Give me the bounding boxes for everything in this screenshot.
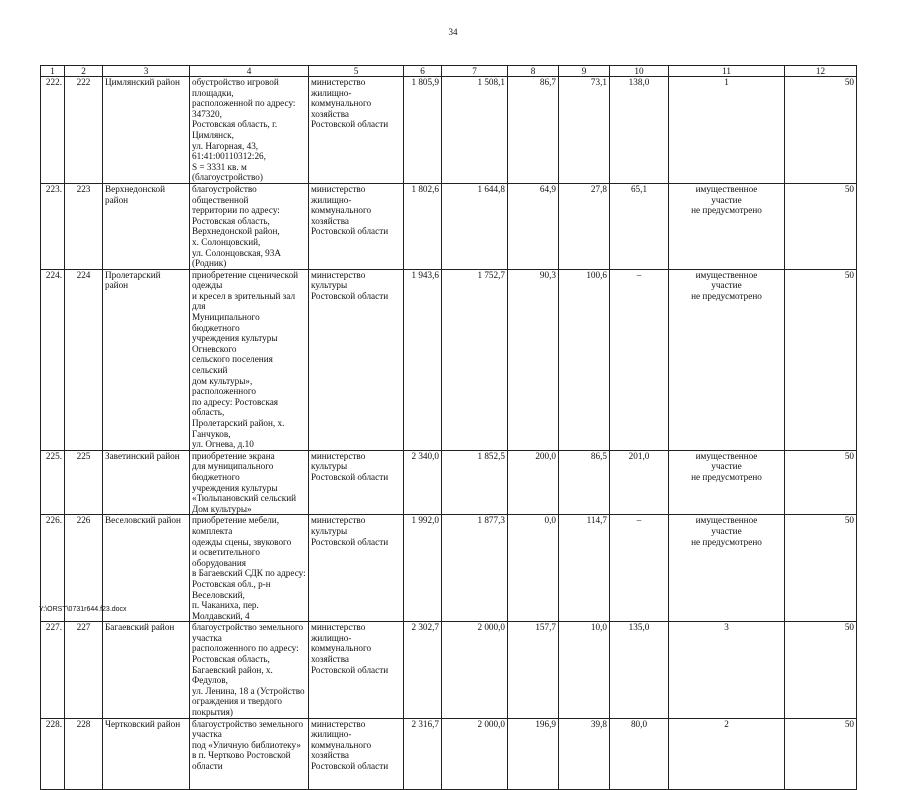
district-name: Багаевский район <box>103 622 190 718</box>
object-code: 224 <box>65 269 103 450</box>
district-name: Верхнедонской район <box>103 183 190 269</box>
regional-amount: 2 000,0 <box>442 718 508 789</box>
local-amount: 86,7 <box>508 77 559 184</box>
object-description: приобретение мебели, комплекта одежды сцены, звукового и осветительного оборудования в Багаевский СДК по адресу: Ростовская обл., р-н Веселовский, п. Чаканиха, пер. Молдавский, 4 <box>190 515 309 622</box>
extra-value: 27,8 <box>559 183 610 269</box>
object-code: 226 <box>65 515 103 622</box>
regional-amount: 1 852,5 <box>442 450 508 515</box>
column-number-4: 4 <box>190 66 309 77</box>
table-row <box>41 183 857 269</box>
row-number: 225. <box>41 450 65 515</box>
extra-amount: 135,0 <box>610 622 669 718</box>
participation-note: 3 <box>669 622 785 718</box>
extra-amount: 138,0 <box>610 77 669 184</box>
responsible-ministry: министерство жилищно- коммунального хозяйства Ростовской области <box>309 183 404 269</box>
responsible-ministry: министерство жилищно- коммунального хозяйства Ростовской области <box>309 718 404 789</box>
table-row <box>41 269 857 450</box>
object-description: приобретение сценической одежды и кресел в зрительный зал для Муниципального бюджетного учреждения культуры Огневского сельского поселения сельский дом культуры», расположенного по адресу: Ростовская область, Пролетарский район, х. Ганчуков, ул. Огнева, д.10 <box>190 269 309 450</box>
extra-value: 114,7 <box>559 515 610 622</box>
column-number-11: 11 <box>669 66 785 77</box>
table-row <box>41 718 857 789</box>
table-row <box>41 622 857 718</box>
file-path-footer: Y:\ORST\0731r644.f23.docx <box>39 606 127 613</box>
percentage: 50 <box>785 622 857 718</box>
object-description: благоустройство земельного участка расположенного по адресу: Ростовская область, Багаевский район, х. Федулов, ул. Ленина, 18 а (Устройство ограждения и твердого покрытия) <box>190 622 309 718</box>
extra-value: 10,0 <box>559 622 610 718</box>
table-row <box>41 77 857 184</box>
row-number: 222. <box>41 77 65 184</box>
extra-amount: – <box>610 515 669 622</box>
regional-amount: 1 508,1 <box>442 77 508 184</box>
row-number: 226. <box>41 515 65 622</box>
column-number-8: 8 <box>508 66 559 77</box>
table-row <box>41 450 857 515</box>
percentage: 50 <box>785 183 857 269</box>
participation-note: имущественное участие не предусмотрено <box>669 269 785 450</box>
row-number: 224. <box>41 269 65 450</box>
responsible-ministry: министерство культуры Ростовской области <box>309 515 404 622</box>
regional-amount: 1 644,8 <box>442 183 508 269</box>
district-name: Заветинский район <box>103 450 190 515</box>
object-code: 225 <box>65 450 103 515</box>
row-number: 227. <box>41 622 65 718</box>
total-amount: 1 943,6 <box>404 269 442 450</box>
column-number-3: 3 <box>103 66 190 77</box>
district-name: Чертковский район <box>103 718 190 789</box>
district-name: Цимлянский район <box>103 77 190 184</box>
column-number-10: 10 <box>610 66 669 77</box>
object-description: обустройство игровой площадки, расположенной по адресу: 347320, Ростовская область, г. Цимлянск, ул. Нагорная, 43, 61:41:00110312:26, S = 3331 кв. м (благоустройство) <box>190 77 309 184</box>
local-amount: 64,9 <box>508 183 559 269</box>
object-code: 223 <box>65 183 103 269</box>
object-code: 227 <box>65 622 103 718</box>
total-amount: 2 340,0 <box>404 450 442 515</box>
extra-value: 39,8 <box>559 718 610 789</box>
participation-note: имущественное участие не предусмотрено <box>669 183 785 269</box>
local-amount: 157,7 <box>508 622 559 718</box>
participation-note: имущественное участие не предусмотрено <box>669 450 785 515</box>
object-description: благоустройство общественной территории по адресу: Ростовская область, Верхнедонской район, х. Солонцовский, ул. Солонцовская, 93А (Родник) <box>190 183 309 269</box>
extra-value: 100,6 <box>559 269 610 450</box>
participation-note: имущественное участие не предусмотрено <box>669 515 785 622</box>
table-body <box>41 77 857 790</box>
object-code: 228 <box>65 718 103 789</box>
extra-value: 86,5 <box>559 450 610 515</box>
column-number-6: 6 <box>404 66 442 77</box>
extra-amount: 65,1 <box>610 183 669 269</box>
regional-amount: 1 752,7 <box>442 269 508 450</box>
local-amount: 196,9 <box>508 718 559 789</box>
column-number-7: 7 <box>442 66 508 77</box>
column-number-12: 12 <box>785 66 857 77</box>
local-amount: 200,0 <box>508 450 559 515</box>
local-amount: 90,3 <box>508 269 559 450</box>
total-amount: 1 992,0 <box>404 515 442 622</box>
participation-note: 1 <box>669 77 785 184</box>
object-description: благоустройство земельного участка под «Уличную библиотеку» в п. Чертково Ростовской области <box>190 718 309 789</box>
total-amount: 1 802,6 <box>404 183 442 269</box>
extra-value: 73,1 <box>559 77 610 184</box>
table-row <box>41 515 857 622</box>
district-name: Пролетарский район <box>103 269 190 450</box>
object-description: приобретение экрана для муниципального бюджетного учреждения культуры «Тюльпановский сельский Дом культуры» <box>190 450 309 515</box>
responsible-ministry: министерство культуры Ростовской области <box>309 450 404 515</box>
responsible-ministry: министерство жилищно- коммунального хозяйства Ростовской области <box>309 622 404 718</box>
row-number: 228. <box>41 718 65 789</box>
page-number: 34 <box>448 27 458 37</box>
regional-amount: 1 877,3 <box>442 515 508 622</box>
percentage: 50 <box>785 269 857 450</box>
row-number: 223. <box>41 183 65 269</box>
percentage: 50 <box>785 77 857 184</box>
total-amount: 2 302,7 <box>404 622 442 718</box>
object-code: 222 <box>65 77 103 184</box>
participation-note: 2 <box>669 718 785 789</box>
regional-amount: 2 000,0 <box>442 622 508 718</box>
responsible-ministry: министерство культуры Ростовской области <box>309 269 404 450</box>
extra-amount: 201,0 <box>610 450 669 515</box>
column-number-2: 2 <box>65 66 103 77</box>
extra-amount: – <box>610 269 669 450</box>
column-number-1: 1 <box>41 66 65 77</box>
total-amount: 2 316,7 <box>404 718 442 789</box>
program-table <box>40 65 857 790</box>
local-amount: 0,0 <box>508 515 559 622</box>
percentage: 50 <box>785 450 857 515</box>
district-name: Веселовский район <box>103 515 190 622</box>
extra-amount: 80,0 <box>610 718 669 789</box>
responsible-ministry: министерство жилищно- коммунального хозяйства Ростовской области <box>309 77 404 184</box>
column-number-5: 5 <box>309 66 404 77</box>
percentage: 50 <box>785 515 857 622</box>
total-amount: 1 805,9 <box>404 77 442 184</box>
column-number-9: 9 <box>559 66 610 77</box>
percentage: 50 <box>785 718 857 789</box>
column-number-row <box>41 66 857 77</box>
